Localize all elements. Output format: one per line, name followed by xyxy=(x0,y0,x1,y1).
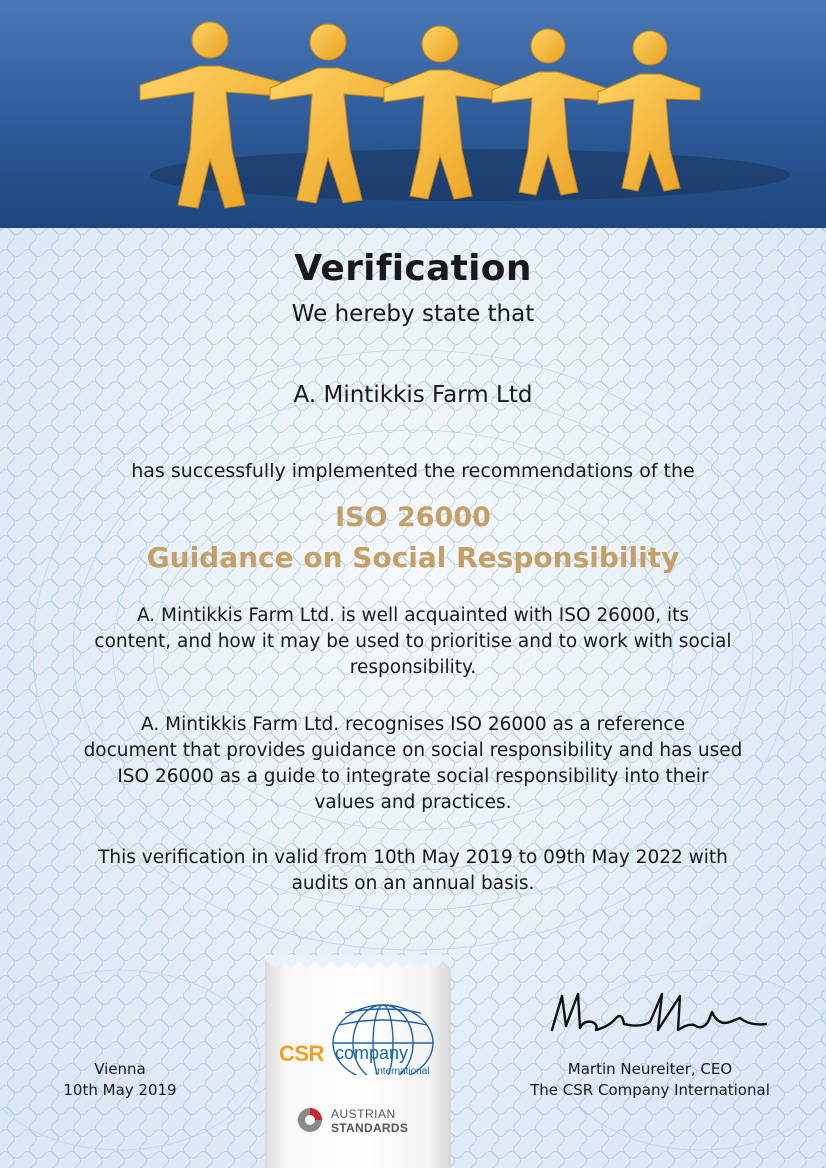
signer-block xyxy=(500,1059,800,1101)
handwritten-signature xyxy=(540,982,770,1052)
issue-date: 10th May 2019 xyxy=(63,1081,177,1099)
paragraph-line: ISO 26000 as a guide to integrate social responsibility into their xyxy=(117,766,709,787)
banner-image xyxy=(0,0,826,228)
intro-text: has successfully implemented the recommendations of the xyxy=(131,460,695,482)
csr-logo-prefix: CSR xyxy=(279,1041,324,1066)
certificate-subtitle: We hereby state that xyxy=(291,301,535,327)
standard-title: Guidance on Social Responsibility xyxy=(146,541,680,574)
paragraph-line: A. Mintikkis Farm Ltd. is well acquainted with ISO 26000, its xyxy=(136,605,690,626)
standard-number: ISO 26000 xyxy=(335,502,491,533)
csr-logo-company: company xyxy=(335,1043,409,1063)
paragraph-line: audits on an annual basis. xyxy=(291,873,535,894)
paragraph-line: document that provides guidance on social responsibility and has used xyxy=(83,740,743,761)
paragraph-line: responsibility. xyxy=(349,657,477,678)
signer-organization: The CSR Company International xyxy=(530,1081,770,1099)
csr-logo-international: international xyxy=(375,1066,430,1077)
paragraph-line: content, and how it may be used to prioritise and to work with social xyxy=(94,631,732,652)
standards-label: STANDARDS xyxy=(331,1121,409,1135)
paragraph-validity xyxy=(28,845,798,897)
certificate-title: Verification xyxy=(294,248,532,289)
paragraph-acquainted xyxy=(28,603,798,681)
paragraph-line: values and practices. xyxy=(314,792,512,813)
paragraph-line: This verification in valid from 10th May 2019 to 09th May 2022 with xyxy=(98,847,728,868)
signer-name: Martin Neureiter, CEO xyxy=(567,1060,733,1078)
zigzag-edge-icon xyxy=(265,955,451,977)
issue-place-date xyxy=(45,1059,195,1101)
company-name: A. Mintikkis Farm Ltd xyxy=(293,382,533,408)
issue-place: Vienna xyxy=(94,1060,146,1078)
paragraph-line: A. Mintikkis Farm Ltd. recognises ISO 26000 as a reference xyxy=(141,714,685,735)
seal-ribbon xyxy=(265,955,451,1168)
austrian-standards-logo-icon xyxy=(297,1107,323,1133)
austrian-label: AUSTRIAN xyxy=(331,1107,396,1121)
paragraph-recognises xyxy=(28,712,798,816)
